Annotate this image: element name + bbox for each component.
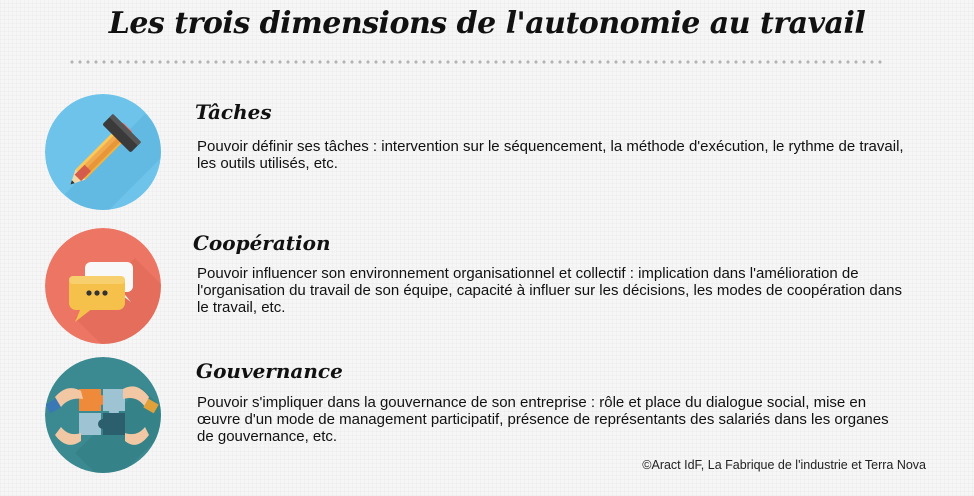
section-description-taches: Pouvoir définir ses tâches : intervention sur le séquencement, la méthode d'exécution, le rythme de travail, les outils utilisés, etc. [197,138,904,172]
section-title-taches: Tâches [195,100,272,124]
section-title-cooperation: Coopération [193,231,331,255]
page-title: Les trois dimensions de l'autonomie au travail [108,6,866,41]
hammer-pencil-icon [45,94,161,210]
section-description-gouvernance: Pouvoir s'impliquer dans la gouvernance de son entreprise : rôle et place du dialogue social, mise en œuvre d'un mode de management participatif, présence de représentants des salariés dans les organes de gouvernance, etc. [197,394,889,445]
speech-bubbles-icon [45,228,161,344]
section-description-cooperation: Pouvoir influencer son environnement organisationnel et collectif : implication dans l'amélioration de l'organisation du travail de son équipe, capacité à influer sur les décisions, les modes de coopération dans le travail, etc. [197,265,902,316]
copyright-credit: ©Aract IdF, La Fabrique de l'industrie et Terra Nova [642,458,926,472]
puzzle-hands-icon [45,357,161,473]
dotted-divider [68,60,886,64]
section-title-gouvernance: Gouvernance [196,359,343,383]
